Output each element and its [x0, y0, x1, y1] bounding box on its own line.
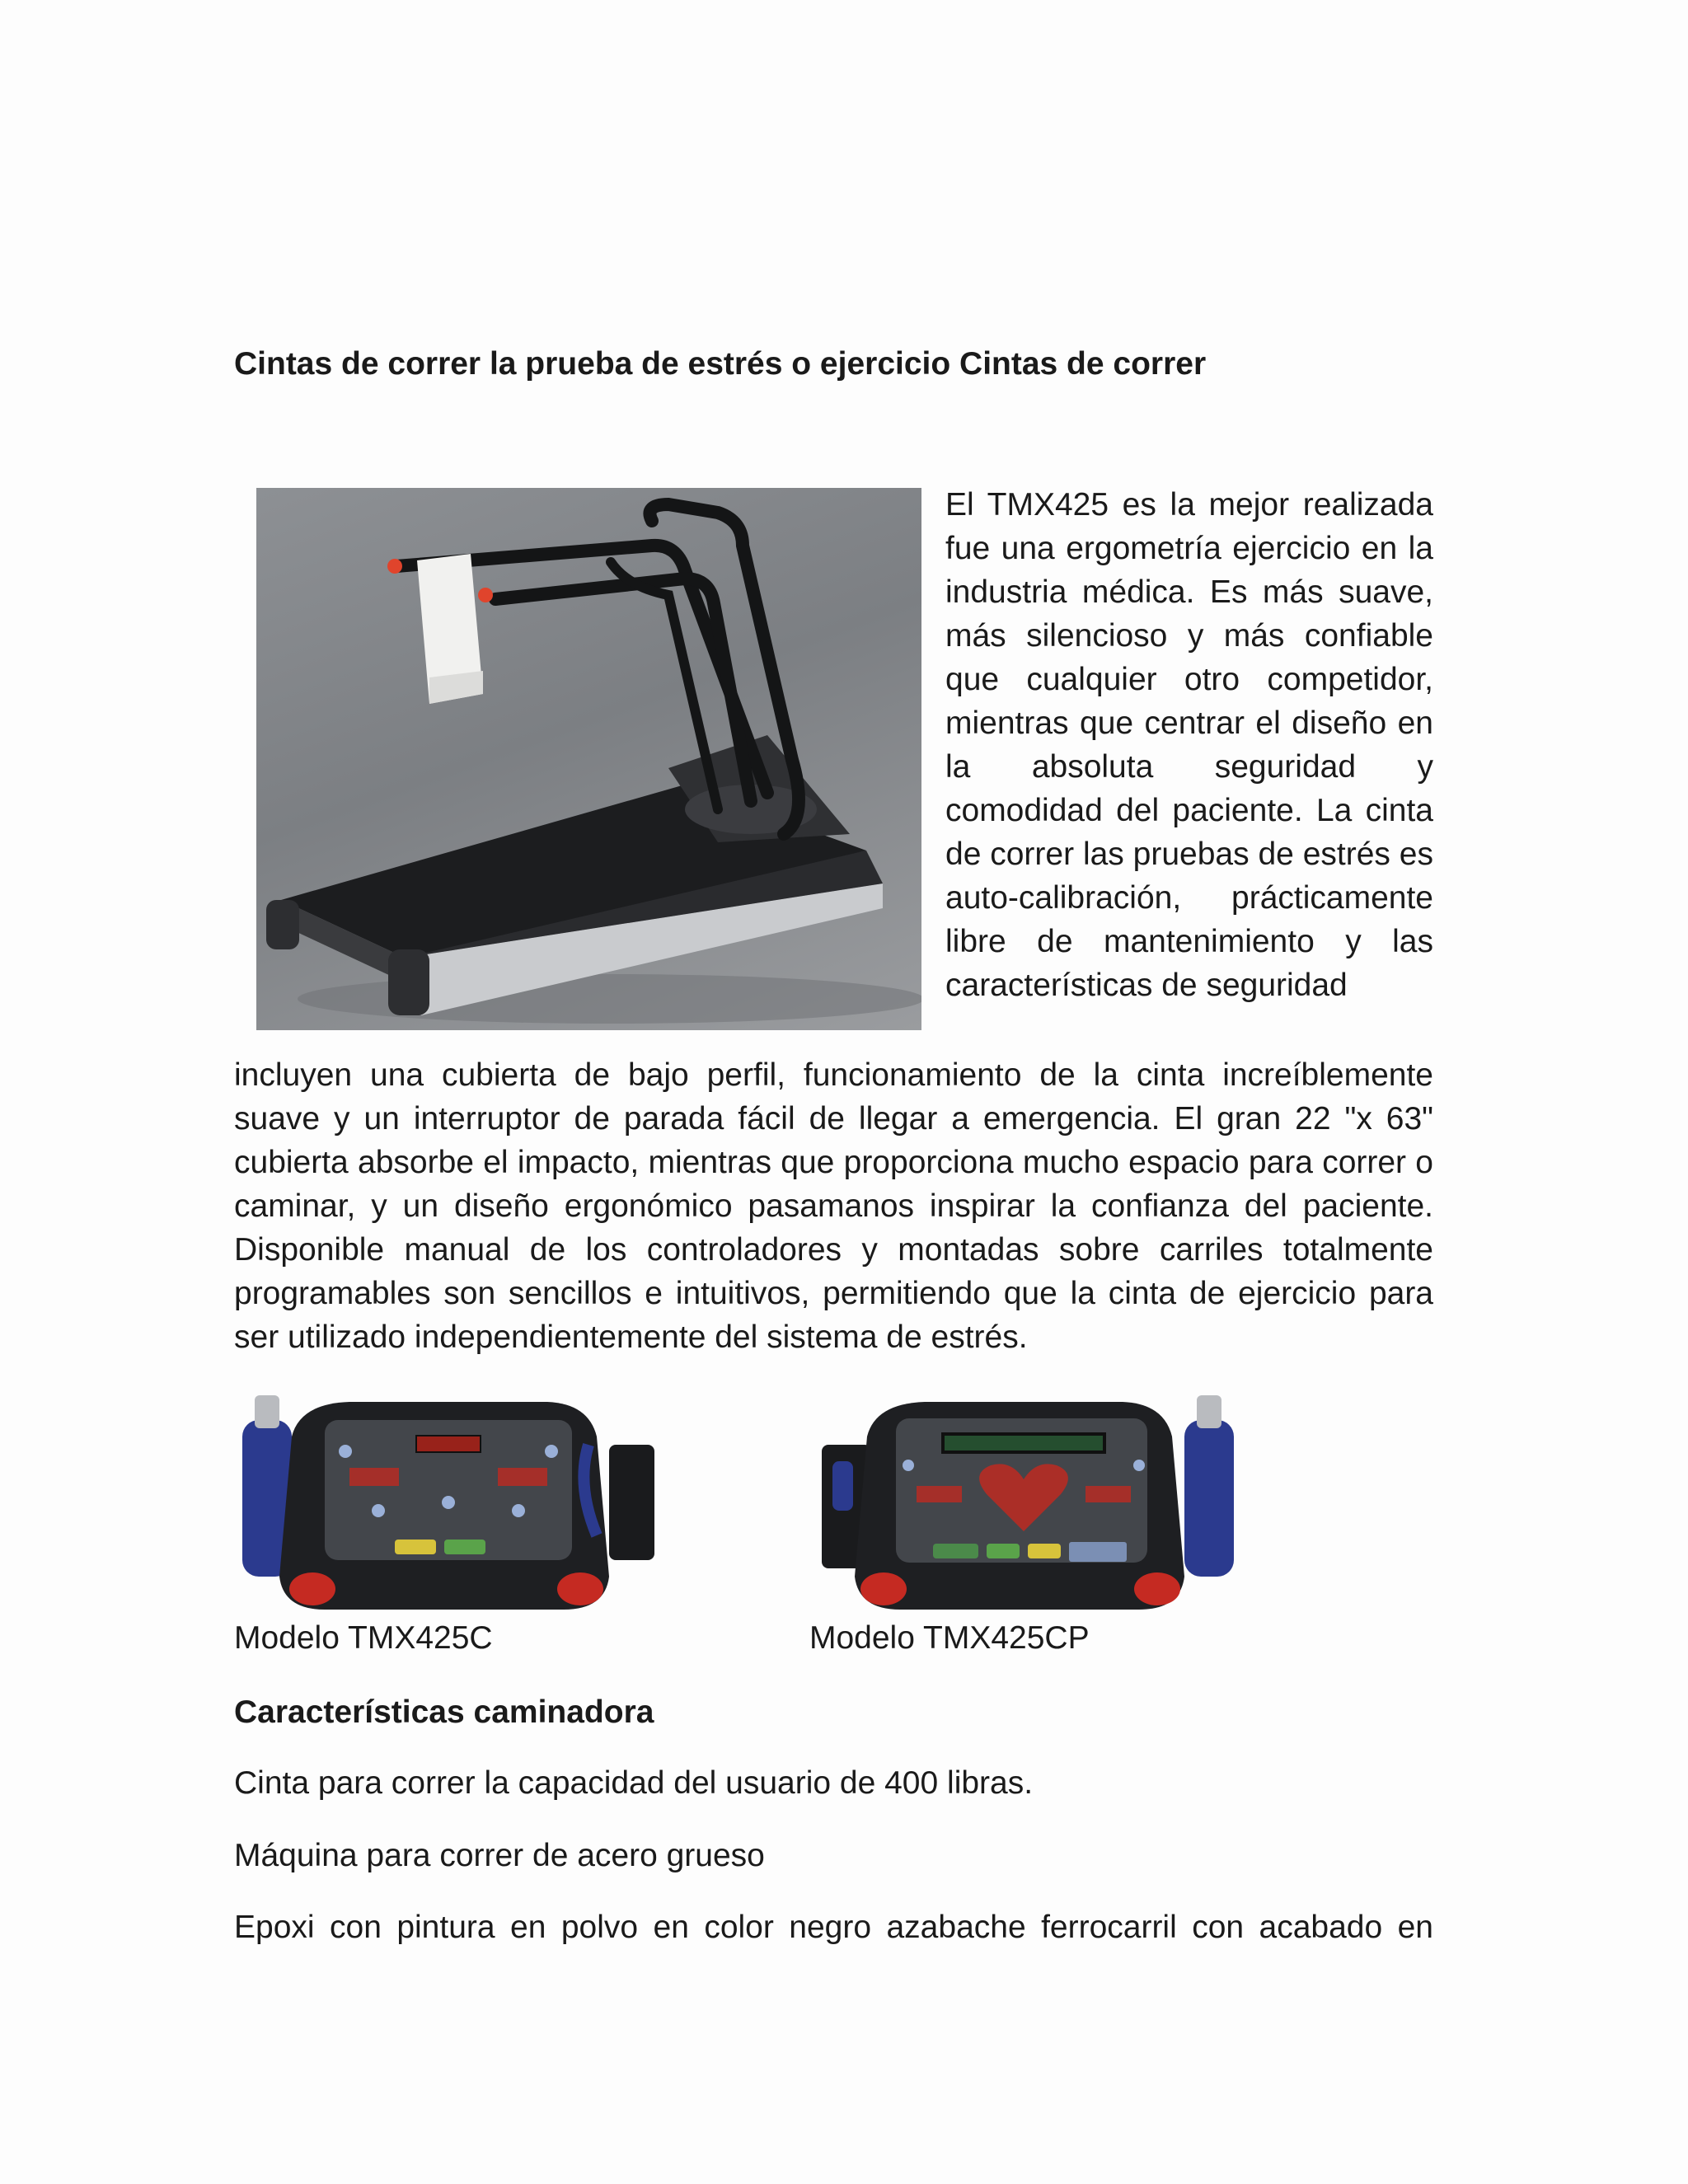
- features-heading: Características caminadora: [234, 1694, 654, 1730]
- console-photo-tmx425cp: [818, 1387, 1246, 1618]
- feature-item: Cinta para correr la capacidad del usuario de 400 libras.: [234, 1765, 1034, 1801]
- feature-item: Máquina para correr de acero grueso: [234, 1838, 765, 1873]
- console-photo-tmx425c: [234, 1387, 663, 1618]
- intro-paragraph-right: El TMX425 es la mejor realizada fue una ergometría ejercicio en la industria médica. Es más suave, más silencioso y más confiable que cualquier otro competidor, mientras que centrar el diseño en la absoluta seguridad y comodidad del paciente. La cinta de correr las pruebas de estrés es auto-calibración, prácticamente libre de mantenimiento y las características de seguridad: [945, 487, 1433, 1003]
- treadmill-photo: [256, 488, 921, 1030]
- page-title: Cintas de correr la prueba de estrés o ejercicio Cintas de correr: [234, 346, 1207, 382]
- model-caption-tmx425c: Modelo TMX425C: [234, 1620, 493, 1656]
- intro-paragraph-full: incluyen una cubierta de bajo perfil, funcionamiento de la cinta increíblemente suave y un interruptor de parada fácil de llegar a emergencia. El gran 22 "x 63" cubierta absorbe el impacto, mientras que proporciona mucho espacio para correr o caminar, y un diseño ergonómico pasamanos inspirar la confianza del paciente. Disponible manual de los controladores y montadas sobre carriles totalmente programables son sencillos e intuitivos, permitiendo que la cinta de ejercicio para ser utilizado independientemente del sistema de estrés.: [234, 1057, 1433, 1355]
- model-caption-tmx425cp: Modelo TMX425CP: [809, 1620, 1090, 1656]
- feature-item: Epoxi con pintura en polvo en color negro azabache ferrocarril con acabado en: [234, 1910, 1433, 1945]
